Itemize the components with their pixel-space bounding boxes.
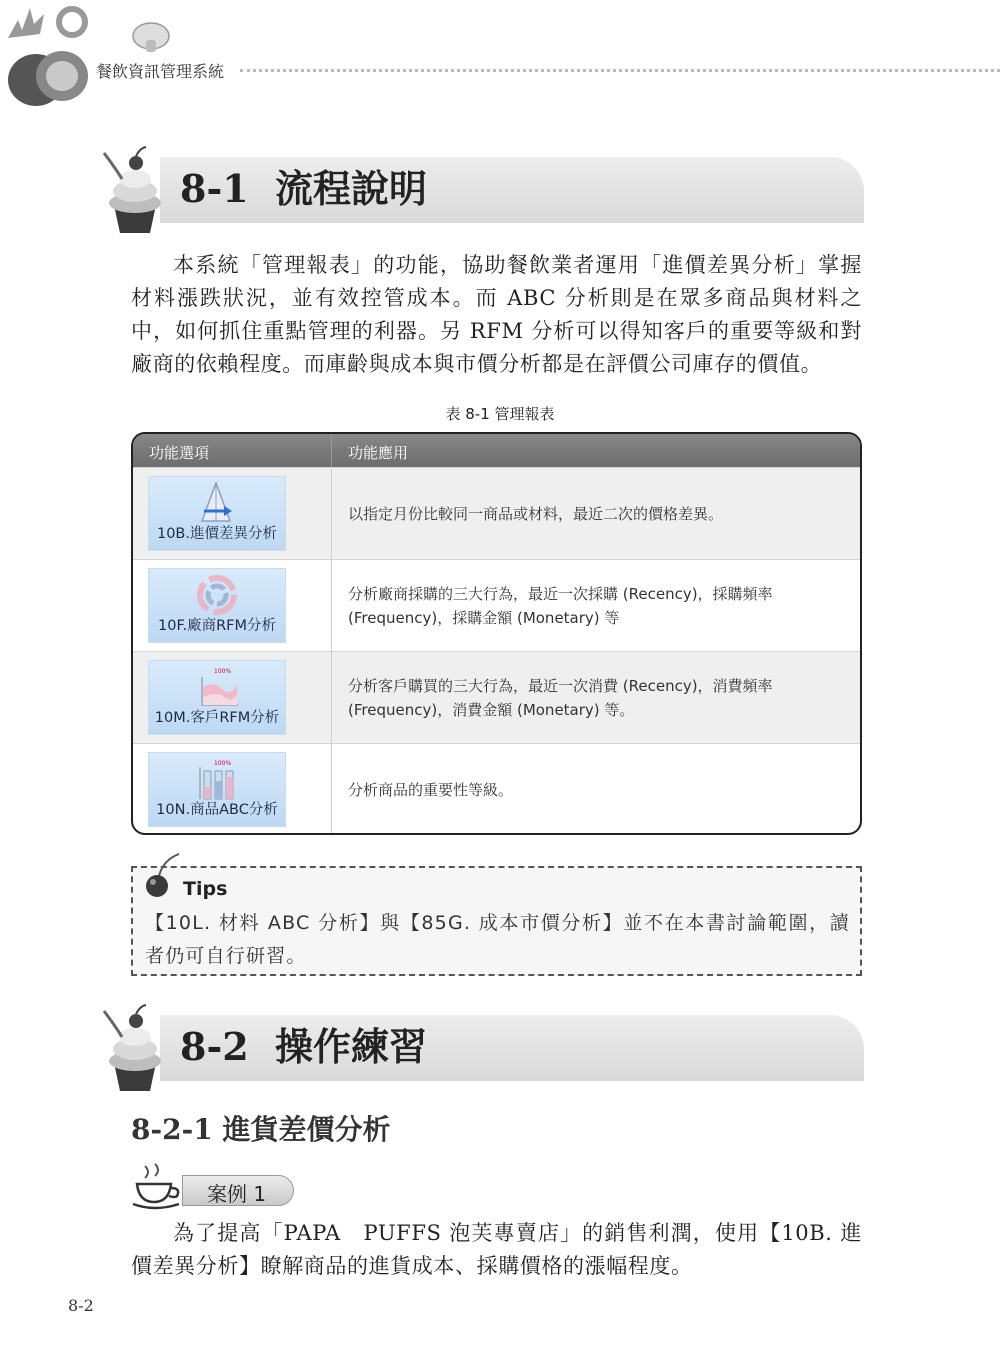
table-row	[133, 651, 860, 744]
table-caption: 表 8-1 管理報表	[445, 405, 555, 423]
table-row	[133, 743, 860, 835]
header-function-application: 功能應用	[348, 444, 409, 462]
intro-paragraph: 本系統「管理報表」的功能，協助餐飲業者運用「進價差異分析」掌握材料漲跌狀況，並有效控管成本。而 ABC 分析則是在眾多商品與材料之中，如何抓住重點管理的利器。另 RFM 分析可以得知客戶的重要等級和對廠商的依賴程度。而庫齡與成本與市價分析都是在評價公司庫存的價值。	[131, 253, 862, 376]
table-row	[133, 467, 860, 560]
banner-bar	[160, 157, 864, 223]
percent-label: 100%	[214, 760, 232, 767]
mushroom-icon	[130, 20, 172, 54]
section-number: 8-2	[180, 1024, 249, 1069]
section-title: 操作練習	[275, 1024, 428, 1069]
row-description: 分析商品的重要性等級。	[348, 781, 514, 799]
customer-rfm-analysis-button[interactable]	[148, 660, 286, 735]
row-description: 分析廠商採購的三大行為，最近一次採購 (Recency)，採購頻率 (Frequency)，採購金額 (Monetary) 等	[348, 585, 773, 627]
header-function-option: 功能選項	[149, 444, 210, 462]
coffee-cup-icon	[131, 1160, 187, 1210]
section-number: 8-1	[180, 166, 249, 211]
tips-label: Tips	[183, 878, 228, 900]
subsection-title: 8-2-1 進貨差價分析	[131, 1113, 391, 1146]
header-dotted-rule	[240, 69, 1000, 72]
intro-paragraph-block	[131, 249, 862, 381]
cherry-icon	[143, 852, 183, 900]
running-title: 餐飲資訊管理系統	[96, 62, 225, 81]
button-label: 10N.商品ABC分析	[156, 802, 278, 818]
vendor-rfm-analysis-button[interactable]	[148, 568, 286, 643]
purchase-price-variance-button[interactable]	[148, 476, 286, 551]
case-label-pill	[182, 1175, 294, 1206]
pyramid-arrow-icon	[194, 481, 240, 527]
section-banner-8-1	[100, 145, 864, 235]
tips-text: 【10L. 材料 ABC 分析】與【85G. 成本市價分析】並不在本書討論範圍，讀者仍可自行研習。	[145, 912, 850, 967]
button-label: 10B.進價差異分析	[156, 526, 277, 542]
area-chart-icon	[194, 665, 244, 711]
case-label: 案例 1	[207, 1182, 267, 1206]
product-abc-analysis-button[interactable]	[148, 752, 286, 827]
page-number: 8-2	[68, 1296, 94, 1315]
table-header	[133, 434, 860, 467]
button-label: 10F.廠商RFM分析	[158, 618, 276, 634]
row-description: 以指定月份比較同一商品或材料，最近二次的價格差異。	[348, 505, 724, 523]
tomato-leaf-decoration	[0, 0, 100, 110]
tips-box	[131, 866, 862, 976]
case-paragraph: 為了提高「PAPA PUFFS 泡芙專賣店」的銷售利潤，使用【10B. 進價差異分析】瞭解商品的進貨成本、採購價格的漲幅程度。	[131, 1221, 862, 1278]
donut-chart-icon	[194, 573, 240, 619]
management-report-table	[131, 432, 862, 835]
row-description: 分析客戶購買的三大行為，最近一次消費 (Recency)，消費頻率 (Frequency)，消費金額 (Monetary) 等。	[348, 677, 773, 719]
banner-bar	[160, 1015, 864, 1081]
cupcake-icon	[100, 145, 170, 235]
percent-label: 100%	[214, 668, 232, 675]
case-paragraph-block	[131, 1217, 862, 1283]
section-title: 流程說明	[275, 166, 428, 211]
table-row	[133, 559, 860, 652]
stacked-bar-chart-icon	[194, 757, 244, 803]
button-label: 10M.客戶RFM分析	[154, 710, 280, 726]
cupcake-icon	[100, 1003, 170, 1093]
section-banner-8-2	[100, 1003, 864, 1093]
